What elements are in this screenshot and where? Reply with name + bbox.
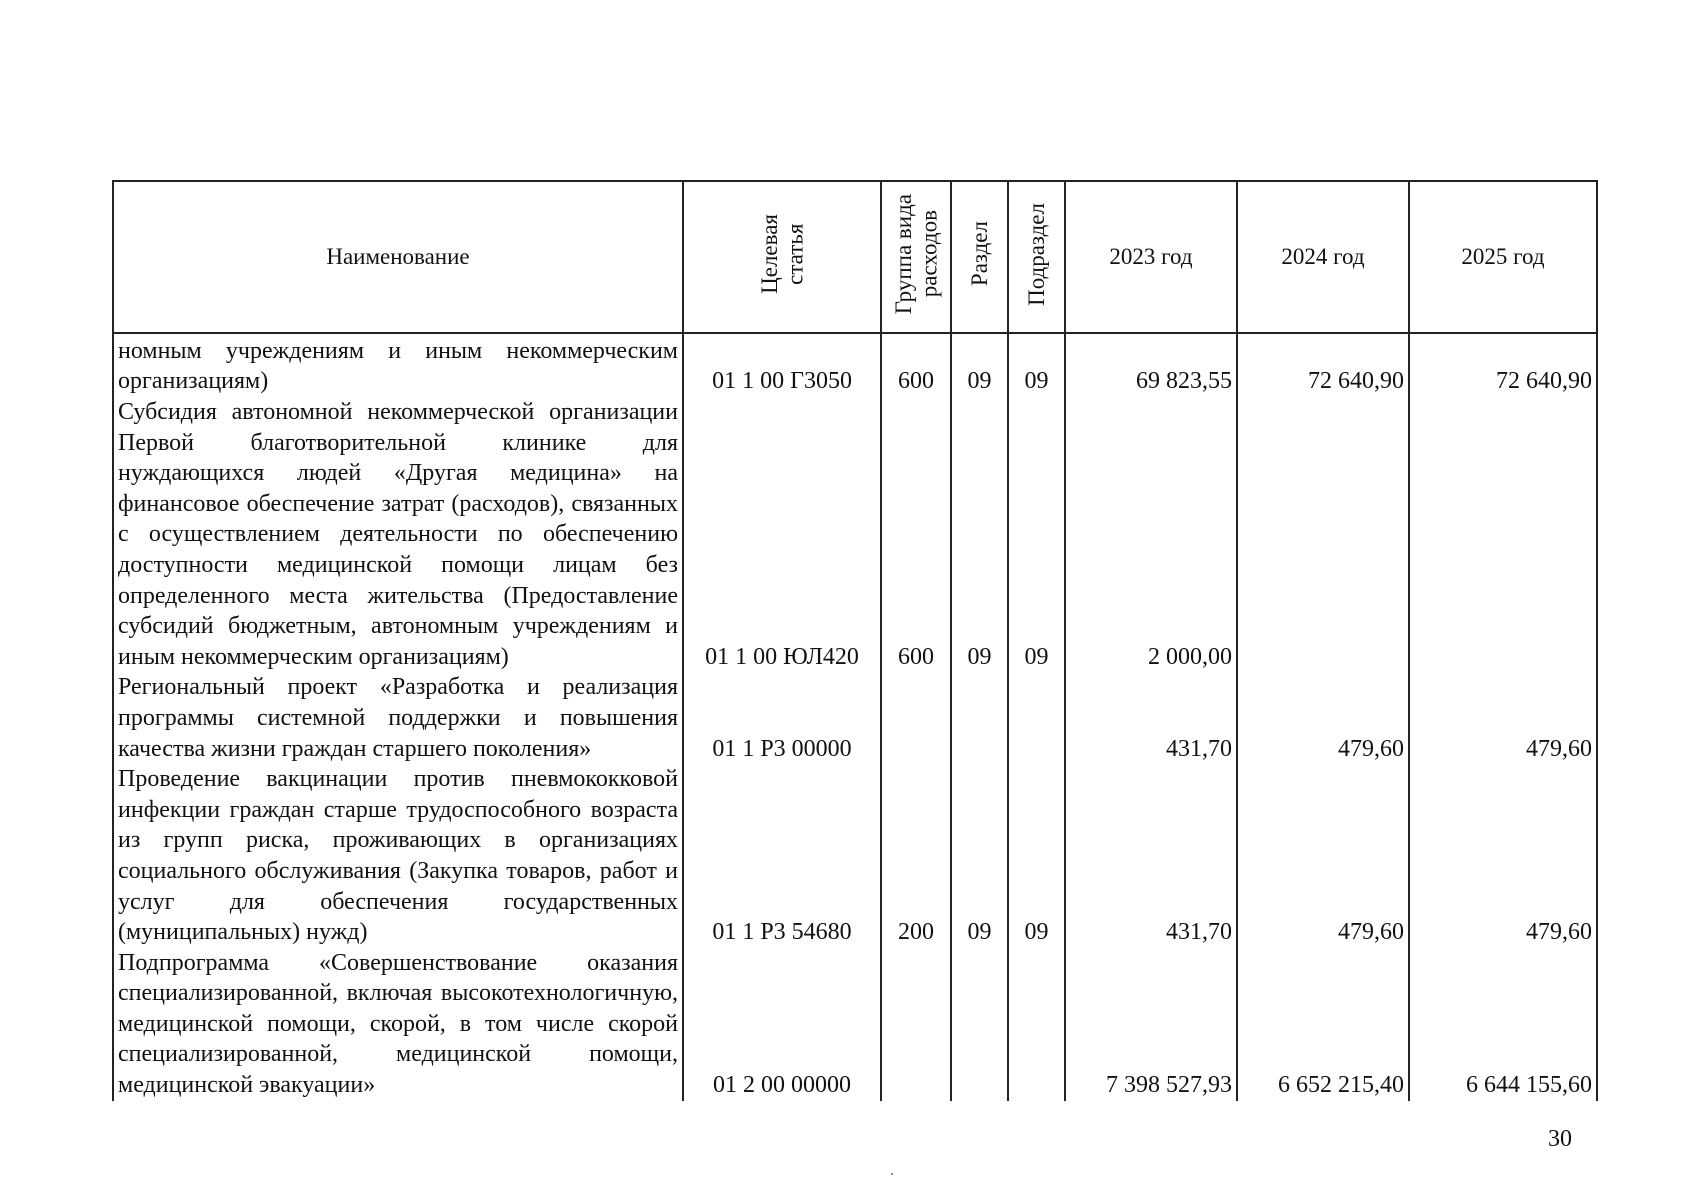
row-2025: 6 644 155,60: [1409, 948, 1597, 1101]
row-2023: 431,70: [1065, 672, 1237, 764]
row-name: номным учреждениям и иным некоммерческим организациям): [113, 333, 683, 397]
row-subsection: 09: [1008, 333, 1065, 397]
row-2024: [1237, 397, 1409, 672]
row-name: Проведение вакцинации против пневмококковой инфекции граждан старше трудоспособного возраста из групп риска, проживающих в организациях социального обслуживания (Закупка товаров, работ и услуг для обеспечения государственных (муниципальных) нужд): [113, 764, 683, 948]
table-row: [113, 397, 1597, 672]
header-2025: 2025 год: [1409, 181, 1597, 333]
table-row: [113, 672, 1597, 764]
row-code: 01 1 Р3 00000: [683, 672, 881, 764]
header-section: Раздел: [951, 181, 1008, 333]
row-2025: 479,60: [1409, 672, 1597, 764]
header-2023: 2023 год: [1065, 181, 1237, 333]
row-2025: 72 640,90: [1409, 333, 1597, 397]
row-section: [951, 672, 1008, 764]
row-2024: 72 640,90: [1237, 333, 1409, 397]
row-subsection: 09: [1008, 764, 1065, 948]
header-expense-group: Группа вида расходов: [881, 181, 951, 333]
row-group: [881, 948, 951, 1101]
header-subsection: Подраздел: [1008, 181, 1065, 333]
page-number: 30: [1548, 1126, 1572, 1152]
budget-table: [112, 180, 1598, 1101]
row-group: 200: [881, 764, 951, 948]
table-row: [113, 764, 1597, 948]
row-code: 01 1 00 Г3050: [683, 333, 881, 397]
row-name: Региональный проект «Разработка и реализация программы системной поддержки и повышения качества жизни граждан старшего поколения»: [113, 672, 683, 764]
row-group: 600: [881, 333, 951, 397]
scan-speck: [891, 1173, 893, 1175]
row-code: 01 2 00 00000: [683, 948, 881, 1101]
table-header-row: [113, 181, 1597, 333]
row-2025: 479,60: [1409, 764, 1597, 948]
row-2024: 479,60: [1237, 764, 1409, 948]
row-section: 09: [951, 764, 1008, 948]
header-name: Наименование: [113, 181, 683, 333]
row-subsection: [1008, 672, 1065, 764]
row-2024: 479,60: [1237, 672, 1409, 764]
header-2024: 2024 год: [1237, 181, 1409, 333]
row-name: Субсидия автономной некоммерческой организации Первой благотворительной клинике для нуждающихся людей «Другая медицина» на финансовое обеспечение затрат (расходов), связанных с осуществлением деятельности по обеспечению доступности медицинской помощи лицам без определенного места жительства (Предоставление субсидий бюджетным, автономным учреждениям и иным некоммерческим организациям): [113, 397, 683, 672]
row-2023: 2 000,00: [1065, 397, 1237, 672]
row-2023: 431,70: [1065, 764, 1237, 948]
row-2023: 69 823,55: [1065, 333, 1237, 397]
row-code: 01 1 00 ЮЛ420: [683, 397, 881, 672]
row-name: Подпрограмма «Совершенствование оказания специализированной, включая высокотехнологичную, медицинской помощи, скорой, в том числе скорой специализированной, медицинской помощи, медицинской эвакуации»: [113, 948, 683, 1101]
row-code: 01 1 Р3 54680: [683, 764, 881, 948]
row-group: 600: [881, 397, 951, 672]
row-2024: 6 652 215,40: [1237, 948, 1409, 1101]
row-section: 09: [951, 397, 1008, 672]
row-subsection: 09: [1008, 397, 1065, 672]
header-target-article: Целевая статья: [683, 181, 881, 333]
row-2025: [1409, 397, 1597, 672]
table-row: [113, 333, 1597, 397]
row-group: [881, 672, 951, 764]
row-section: [951, 948, 1008, 1101]
row-subsection: [1008, 948, 1065, 1101]
row-2023: 7 398 527,93: [1065, 948, 1237, 1101]
table-row: [113, 948, 1597, 1101]
row-section: 09: [951, 333, 1008, 397]
